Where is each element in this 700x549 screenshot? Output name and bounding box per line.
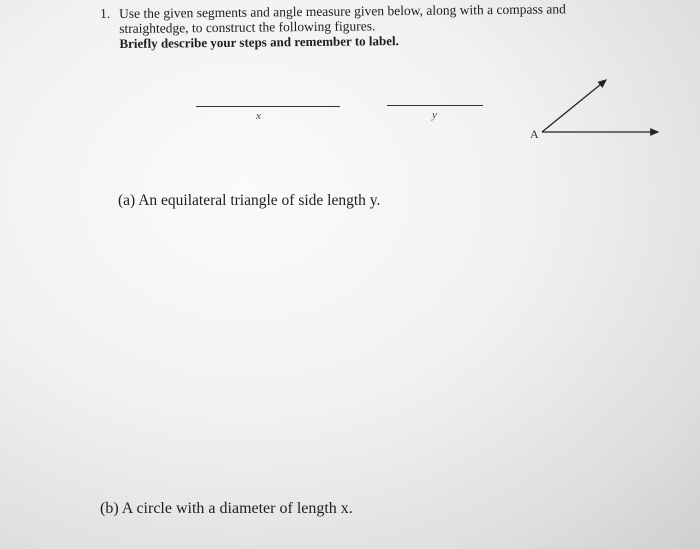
instruction-bold-line: Briefly describe your steps and remember to label.: [119, 33, 399, 51]
segment-y: [387, 105, 483, 106]
angle-a-figure: [520, 72, 670, 142]
part-b-prompt: (b) A circle with a diameter of length x.: [100, 500, 353, 517]
angle-vertex-label: A: [530, 127, 539, 141]
segment-x-label: x: [256, 110, 261, 122]
instruction-line-1: Use the given segments and angle measure given below, along with a compass and: [119, 1, 566, 21]
segment-x: [196, 106, 340, 107]
problem-number: 1.: [100, 5, 111, 21]
instruction-line-2: straightedge, to construct the following figures.: [119, 18, 376, 36]
part-a-prompt: (a) An equilateral triangle of side length y.: [118, 192, 381, 209]
angle-ray-upper: [542, 80, 606, 132]
segment-y-label: y: [432, 109, 437, 121]
problem-instructions: [119, 0, 659, 51]
